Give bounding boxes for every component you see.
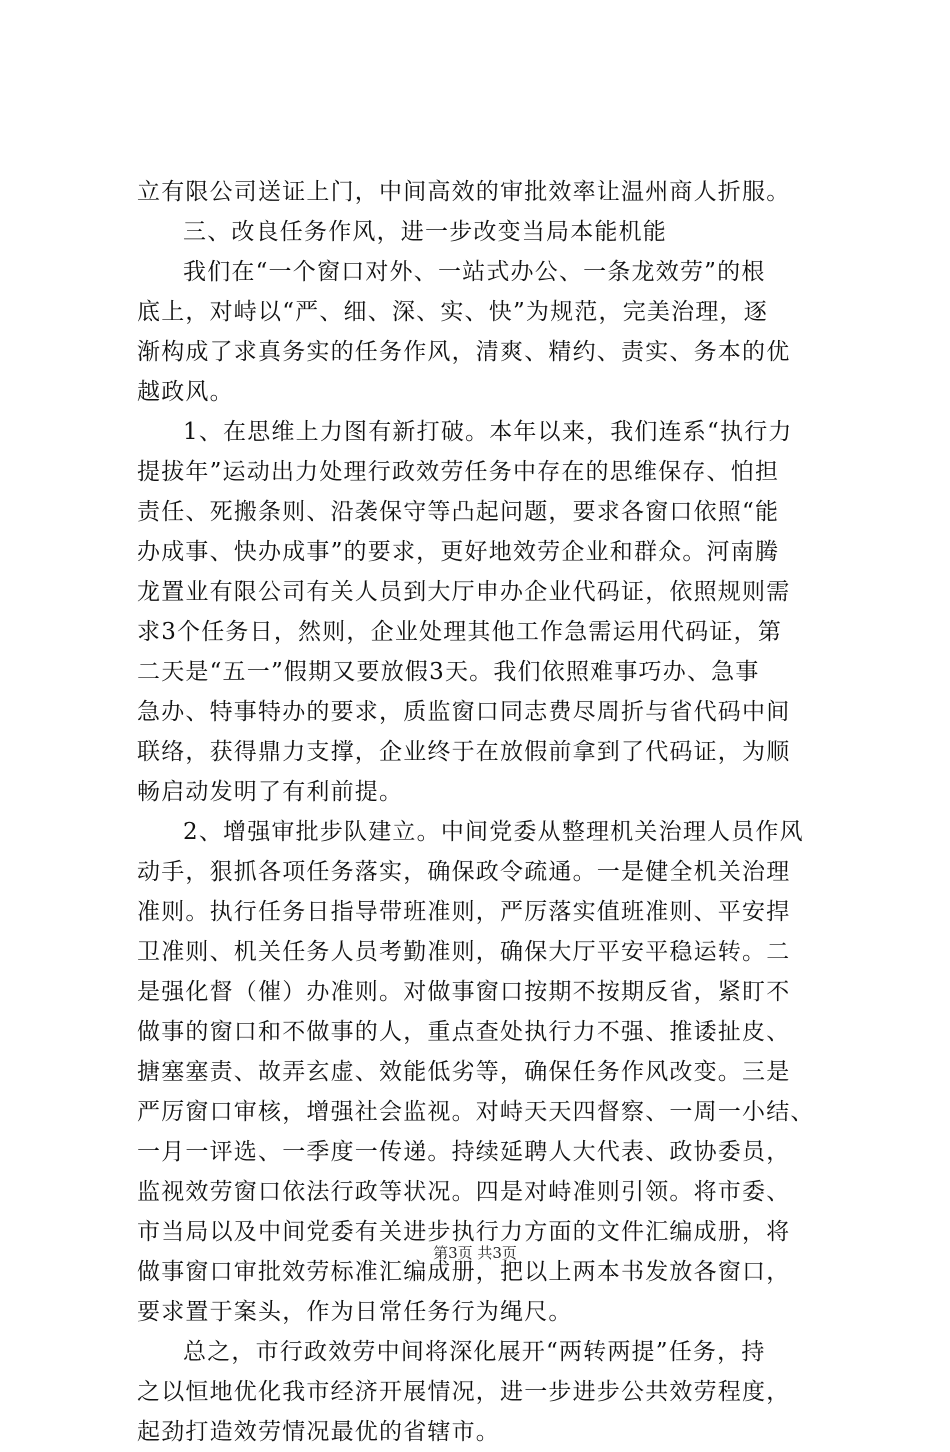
text-line: 龙置业有限公司有关人员到大厅申办企业代码证，依照规则需: [137, 579, 791, 605]
page-footer: 第3页 共3页: [433, 1244, 517, 1262]
text-line: 急办、特事特办的要求，质监窗口同志费尽周折与省代码中间: [137, 699, 791, 725]
text-line: 卫准则、机关任务人员考勤准则，确保大厅平安平稳运转。二: [137, 939, 791, 965]
text-line: 一月一评选、一季度一传递。持续延聘人大代表、政协委员，: [137, 1139, 791, 1165]
text-line: 提拔年”运动出力处理行政效劳任务中存在的思维保存、怕担: [137, 459, 780, 485]
text-line: 越政风。: [137, 379, 234, 405]
text-line: 做事的窗口和不做事的人，重点查处执行力不强、推诿扯皮、: [137, 1019, 791, 1045]
text-line: 严厉窗口审核，增强社会监视。对峙天天四督察、一周一小结、: [137, 1099, 815, 1125]
text-line: 底上，对峙以“严、细、深、实、快”为规范，完美治理，逐: [137, 299, 768, 325]
section-heading: 三、改良任务作风，进一步改变当局本能机能: [183, 219, 667, 245]
text-line: 市当局以及中间党委有关进步执行力方面的文件汇编成册，将: [137, 1219, 791, 1245]
text-line: 准则。执行任务日指导带班准则，严厉落实值班准则、平安捍: [137, 899, 791, 925]
text-line: 我们在“一个窗口对外、一站式办公、一条龙效劳”的根: [183, 259, 766, 285]
text-line: 总之，市行政效劳中间将深化展开“两转两提”任务，持: [183, 1339, 766, 1365]
text-line: 是强化督（催）办准则。对做事窗口按期不按期反省，紧盯不: [137, 979, 791, 1005]
text-line: 动手，狠抓各项任务落实，确保政令疏通。一是健全机关治理: [137, 859, 791, 885]
text-line: 求3个任务日，然则，企业处理其他工作急需运用代码证，第: [137, 619, 783, 645]
text-line: 畅启动发明了有利前提。: [137, 779, 404, 805]
text-line: 责任、死搬条则、沿袭保守等凸起问题，要求各窗口依照“能: [137, 499, 780, 525]
text-line: 立有限公司送证上门，中间高效的审批效率让温州商人折服。: [137, 179, 791, 205]
text-line: 监视效劳窗口依法行政等状况。四是对峙准则引领。将市委、: [137, 1179, 791, 1205]
text-line: 渐构成了求真务实的任务作风，清爽、精约、责实、务本的优: [137, 339, 791, 365]
text-line: 起劲打造效劳情况最优的省辖市。: [137, 1419, 500, 1445]
text-line: 2、增强审批步队建立。中间党委从整理机关治理人员作风: [183, 819, 804, 845]
text-line: 办成事、快办成事”的要求，更好地效劳企业和群众。河南腾: [137, 539, 780, 565]
text-line: 之以恒地优化我市经济开展情况，进一步进步公共效劳程度，: [137, 1379, 791, 1405]
text-line: 联络，获得鼎力支撑，企业终于在放假前拿到了代码证，为顺: [137, 739, 791, 765]
text-line: 二天是“五一”假期又要放假3天。我们依照难事巧办、急事: [137, 659, 760, 685]
text-line: 要求置于案头，作为日常任务行为绳尺。: [137, 1299, 573, 1325]
text-line: 做事窗口审批效劳标准汇编成册，把以上两本书发放各窗口，: [137, 1259, 791, 1285]
text-line: 1、在思维上力图有新打破。本年以来，我们连系“执行力: [183, 419, 793, 445]
text-line: 搪塞塞责、故弄玄虚、效能低劣等，确保任务作风改变。三是: [137, 1059, 791, 1085]
